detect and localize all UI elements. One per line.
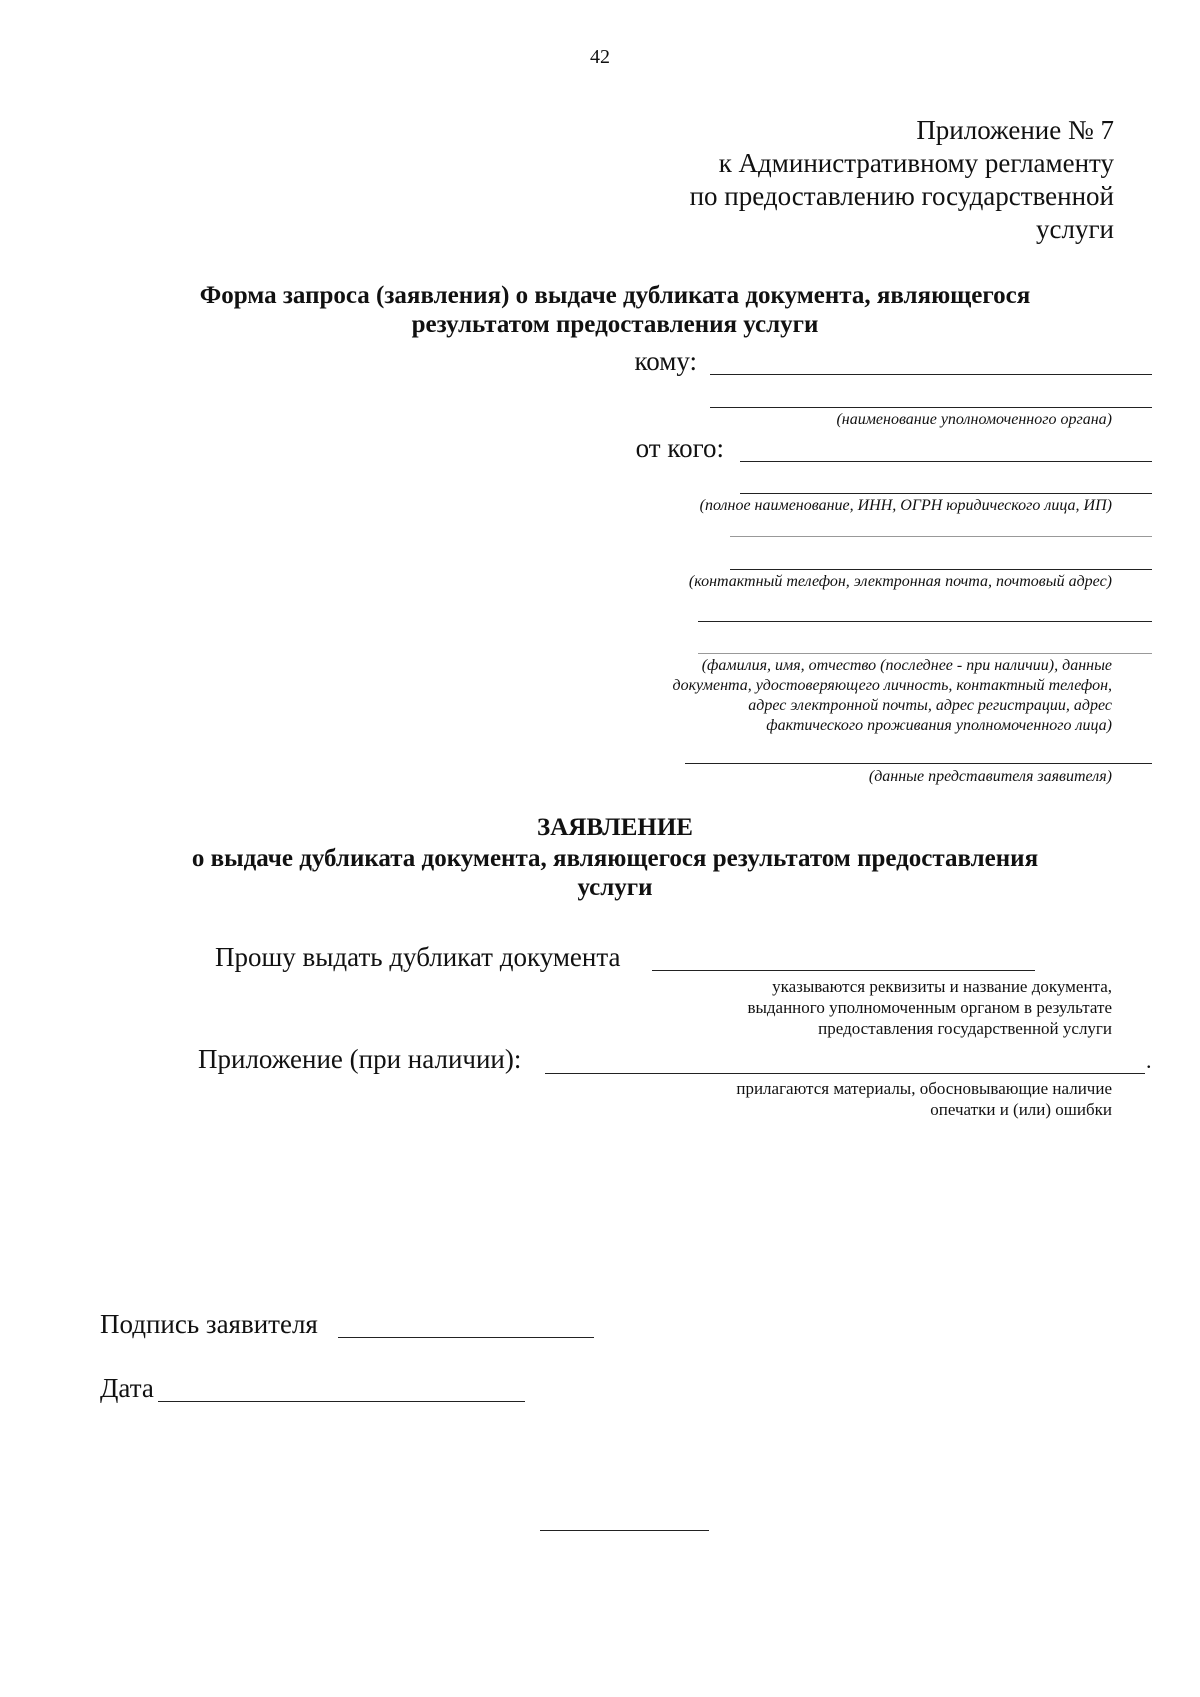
- statement-subheading-line: о выдаче дубликата документа, являющегося результатом предоставления: [191, 845, 1039, 872]
- form-title-line: Форма запроса (заявления) о выдаче дубликата документа, являющегося: [199, 282, 1031, 309]
- signature-field[interactable]: [338, 1337, 594, 1338]
- person-hint-line: (фамилия, имя, отчество (последнее - при наличии), данные: [701, 657, 1112, 674]
- attachment-field[interactable]: [545, 1073, 1145, 1074]
- person-hint-line: адрес электронной почты, адрес регистрации, адрес: [748, 697, 1112, 714]
- annex-line: к Административному регламенту: [718, 148, 1114, 178]
- date-field[interactable]: [158, 1401, 525, 1402]
- contacts-field-line-1[interactable]: [730, 536, 1152, 537]
- request-label: Прошу выдать дубликат документа: [215, 942, 621, 972]
- attachment-label: Приложение (при наличии):: [198, 1044, 522, 1074]
- to-label: кому:: [634, 346, 697, 376]
- to-field-line-1[interactable]: [710, 374, 1152, 375]
- from-legal-hint: (полное наименование, ИНН, ОГРН юридического лица, ИП): [699, 497, 1112, 514]
- person-hint-line: фактического проживания уполномоченного лица): [766, 717, 1112, 734]
- date-label: Дата: [100, 1373, 154, 1403]
- person-hint-line: документа, удостоверяющего личность, контактный телефон,: [672, 677, 1112, 694]
- from-label: от кого:: [635, 433, 724, 463]
- from-field-line-1[interactable]: [740, 461, 1152, 462]
- request-note-line: предоставления государственной услуги: [818, 1019, 1112, 1038]
- person-field-line-2[interactable]: [698, 653, 1152, 654]
- to-field-line-2[interactable]: [710, 407, 1152, 408]
- request-note: [747, 976, 1112, 1039]
- form-title: [100, 281, 1130, 339]
- statement-subheading: [100, 844, 1130, 902]
- statement-heading: ЗАЯВЛЕНИЕ: [537, 814, 693, 841]
- form-title-line: результатом предоставления услуги: [411, 311, 819, 338]
- request-document-field[interactable]: [652, 970, 1035, 971]
- request-note-line: указываются реквизиты и название документа,: [772, 977, 1112, 996]
- attachment-note: [736, 1078, 1112, 1120]
- person-hint: [672, 656, 1112, 736]
- attachment-note-line: опечатки и (или) ошибки: [930, 1100, 1112, 1119]
- signature-label: Подпись заявителя: [100, 1309, 318, 1339]
- attachment-end-mark: .: [1146, 1048, 1152, 1073]
- annex-line: услуги: [1036, 214, 1114, 244]
- bottom-separator: [540, 1530, 709, 1531]
- statement-subheading-line: услуги: [577, 874, 653, 901]
- contacts-hint: (контактный телефон, электронная почта, почтовый адрес): [688, 573, 1112, 590]
- to-hint: (наименование уполномоченного органа): [836, 411, 1112, 428]
- annex-header: [690, 114, 1114, 246]
- annex-line: Приложение № 7: [916, 115, 1114, 145]
- contacts-field-line-2[interactable]: [730, 569, 1152, 570]
- annex-line: по предоставлению государственной: [689, 181, 1114, 211]
- from-field-line-2[interactable]: [740, 493, 1152, 494]
- attachment-note-line: прилагаются материалы, обосновывающие наличие: [736, 1079, 1112, 1098]
- representative-hint: (данные представителя заявителя): [868, 768, 1112, 785]
- person-field-line-1[interactable]: [698, 621, 1152, 622]
- representative-field-line[interactable]: [685, 763, 1152, 764]
- page-number: 42: [590, 46, 610, 68]
- request-note-line: выданного уполномоченным органом в результате: [747, 998, 1112, 1017]
